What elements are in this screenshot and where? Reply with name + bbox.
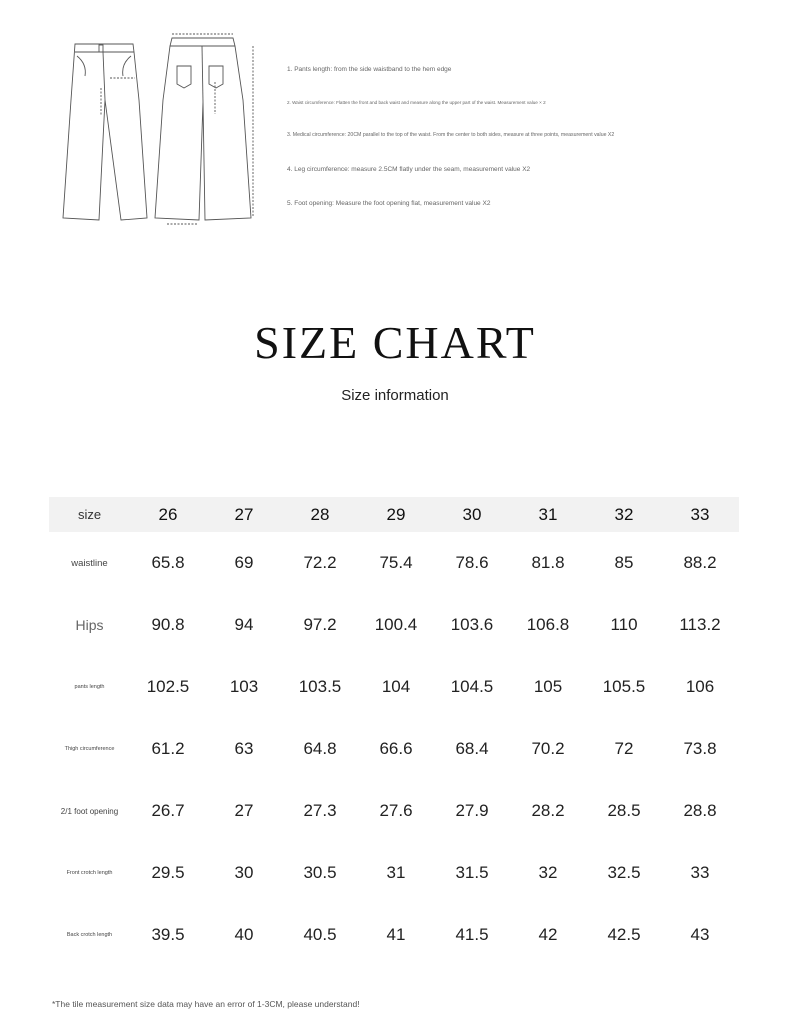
table-cell: 75.4: [379, 553, 413, 572]
table-cell: 90.8: [151, 615, 185, 634]
table-cell: 106.8: [526, 615, 570, 634]
table-cell: 33: [690, 863, 710, 882]
table-cell: 68.4: [455, 739, 489, 758]
table-cell: 30: [234, 863, 254, 882]
pants-measurement-diagram: [55, 30, 270, 230]
table-cell: 88.2: [683, 553, 717, 572]
table-cell: 103.6: [450, 615, 494, 634]
table-cell: 94: [234, 615, 254, 634]
note-leg-circumference: 4. Leg circumference: measure 2.5CM flatly under the seam, measurement value X2: [287, 166, 531, 173]
row-label: waistline: [71, 557, 108, 569]
size-table: [49, 497, 739, 966]
row-label: Thigh circumference: [64, 746, 115, 752]
table-cell: 105: [533, 677, 563, 696]
table-cell: 29.5: [151, 863, 185, 882]
size-header-cell: 26: [158, 504, 178, 524]
table-cell: 39.5: [151, 925, 185, 944]
table-cell: 63: [234, 739, 254, 758]
size-header-cell: 27: [234, 504, 254, 524]
page-title: SIZE CHART: [254, 317, 536, 368]
table-cell: 27.3: [303, 801, 337, 820]
note-hip-circumference: 3. Medical circumference: 20CM parallel to the top of the waist. From the center to both sides, measure at three points, measurement value X2: [287, 132, 615, 138]
table-cell: 28.8: [683, 801, 717, 820]
note-waist-circumference: 2. Waist circumference: Flatten the front and back waist and measure along the upper part of the waist. Measurement value × 2: [287, 100, 546, 105]
table-cell: 97.2: [303, 615, 337, 634]
size-header-row: [49, 497, 739, 532]
table-cell: 28.2: [531, 801, 565, 820]
size-header-cell: 28: [310, 504, 330, 524]
table-cell: 27.6: [379, 801, 413, 820]
table-cell: 110: [610, 615, 638, 634]
table-row-thigh-circumference: [49, 718, 739, 780]
table-cell: 42.5: [607, 925, 641, 944]
note-foot-opening: 5. Foot opening: Measure the foot opening flat, measurement value X2: [287, 200, 491, 207]
table-cell: 70.2: [531, 739, 565, 758]
table-cell: 31: [386, 863, 406, 882]
table-cell: 43: [690, 925, 710, 944]
table-row-hips: [49, 594, 739, 656]
table-cell: 27.9: [455, 801, 489, 820]
table-cell: 102.5: [146, 677, 190, 696]
table-cell: 41: [386, 925, 406, 944]
table-cell: 106: [685, 677, 715, 696]
header-label: size: [77, 507, 102, 522]
table-cell: 113.2: [679, 615, 721, 634]
note-pants-length: 1. Pants length: from the side waistband to the hem edge: [287, 66, 452, 73]
table-cell: 105.5: [602, 677, 646, 696]
table-cell: 69: [234, 553, 254, 572]
table-cell: 27: [234, 801, 254, 820]
size-header-cell: 31: [538, 504, 558, 524]
table-cell: 103.5: [298, 677, 342, 696]
table-cell: 66.6: [379, 739, 413, 758]
table-cell: 100.4: [374, 615, 418, 634]
row-label: Front crotch length: [66, 870, 113, 876]
table-cell: 64.8: [303, 739, 337, 758]
table-cell: 40.5: [303, 925, 337, 944]
table-cell: 65.8: [151, 553, 185, 572]
row-label: Hips: [75, 617, 104, 633]
table-row-front-crotch-length: [49, 842, 739, 904]
table-row-foot-opening: [49, 780, 739, 842]
table-cell: 61.2: [151, 739, 185, 758]
size-header-cell: 30: [462, 504, 482, 524]
table-cell: 42: [538, 925, 558, 944]
row-label: pants length: [74, 684, 105, 690]
table-cell: 104.5: [450, 677, 494, 696]
row-label: 2/1 foot opening: [60, 806, 119, 816]
table-cell: 85: [614, 553, 634, 572]
table-cell: 72.2: [303, 553, 337, 572]
table-cell: 26.7: [151, 801, 185, 820]
table-cell: 41.5: [455, 925, 489, 944]
table-cell: 81.8: [531, 553, 565, 572]
table-cell: 78.6: [455, 553, 489, 572]
table-cell: 32: [538, 863, 558, 882]
table-cell: 30.5: [303, 863, 337, 882]
table-row-back-crotch-length: [49, 904, 739, 966]
table-cell: 72: [614, 739, 634, 758]
table-cell: 40: [234, 925, 254, 944]
table-cell: 103: [229, 677, 259, 696]
size-header-cell: 33: [690, 504, 710, 524]
table-cell: 104: [381, 677, 411, 696]
size-header-cell: 32: [614, 504, 634, 524]
table-row-pants-length: [49, 656, 739, 718]
row-label: Back crotch length: [66, 932, 113, 938]
size-header-cell: 29: [386, 504, 406, 524]
table-row-waistline: [49, 532, 739, 594]
table-cell: 28.5: [607, 801, 641, 820]
table-cell: 31.5: [455, 863, 489, 882]
table-cell: 32.5: [607, 863, 641, 882]
table-cell: 73.8: [683, 739, 717, 758]
page-subtitle: Size information: [341, 387, 449, 404]
measurement-disclaimer: *The tile measurement size data may have an error of 1-3CM, please understand!: [52, 999, 360, 1009]
